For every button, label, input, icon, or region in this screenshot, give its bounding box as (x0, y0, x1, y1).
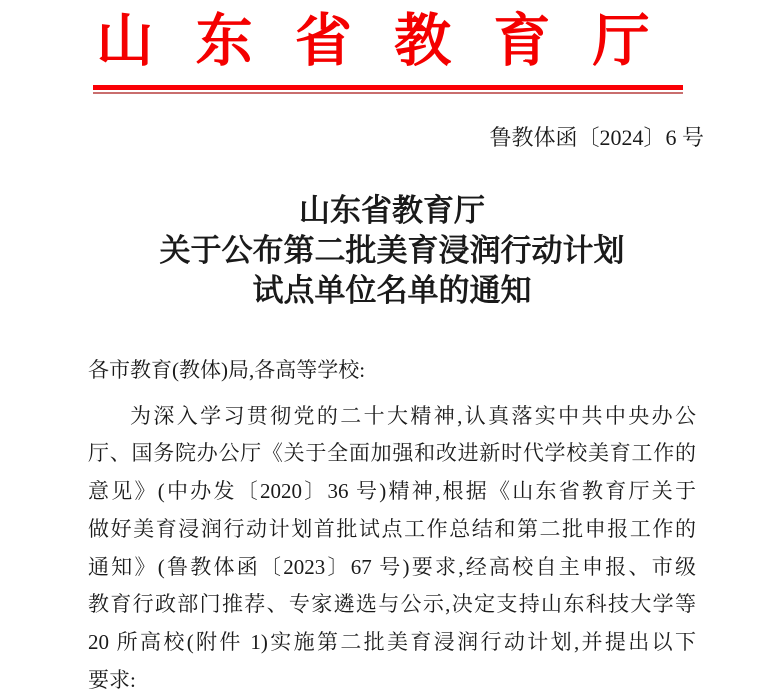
letterhead (0, 6, 757, 94)
paragraph-line: 要求: (88, 667, 136, 692)
title-line: 关于公布第二批美育浸润行动计划 (159, 233, 625, 268)
paragraph-line: 做好美育浸润行动计划首批试点工作总结和第二批申报工作的 (88, 516, 696, 541)
paragraph-line: 20 所高校(附件 1)实施第二批美育浸润行动计划,并提出以下 (88, 629, 696, 654)
document-body (88, 352, 696, 694)
title-line: 山东省教育厅 (299, 193, 485, 228)
paragraph-line: 厅、国务院办公厅《关于全面加强和改进新时代学校美育工作的 (88, 441, 696, 466)
letterhead-divider (93, 85, 683, 94)
title-line: 试点单位名单的通知 (252, 273, 532, 308)
paragraph-line: 通知》(鲁教体函〔2023〕67 号)要求,经高校自主申报、市级 (88, 554, 696, 579)
paragraph-line: 意见》(中办发〔2020〕36 号)精神,根据《山东省教育厅关于 (88, 479, 696, 504)
paragraph-line: 教育行政部门推荐、专家遴选与公示,决定支持山东科技大学等 (88, 592, 696, 617)
main-paragraph (88, 398, 696, 694)
paragraph-line: 为深入学习贯彻党的二十大精神,认真落实中共中央办公 (130, 403, 696, 428)
document-title (88, 191, 696, 311)
letterhead-rule-thin (93, 92, 683, 94)
document-number: 鲁教体函〔2024〕6 号 (489, 125, 704, 150)
agency-name: 山 东 省 教 育 厅 (96, 10, 664, 73)
letterhead-rule-thick (93, 85, 683, 90)
salutation: 各市教育(教体)局,各高等学校: (88, 358, 366, 382)
